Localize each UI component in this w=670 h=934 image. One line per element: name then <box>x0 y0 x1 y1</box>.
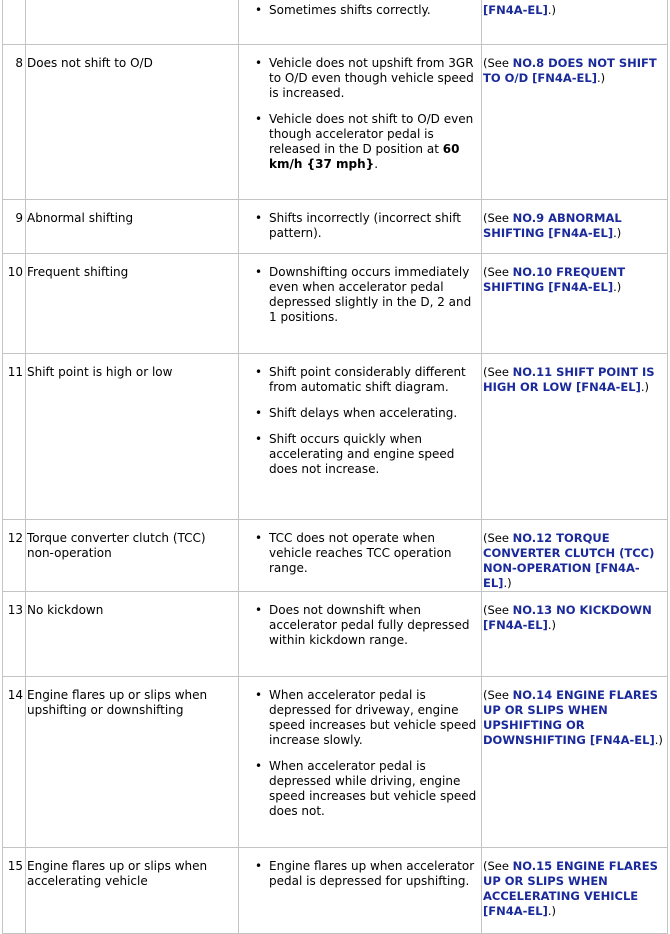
reference-text <box>483 56 657 85</box>
reference-suffix: .) <box>613 280 622 294</box>
description-text: TCC does not operate when vehicle reaches TCC operation range. <box>269 531 452 575</box>
row-number: 14 <box>3 677 26 848</box>
description-item <box>269 531 477 576</box>
reference-prefix: (See <box>483 859 513 873</box>
table-row <box>3 848 668 934</box>
description-text: Sometimes shifts correctly. <box>269 3 431 17</box>
description-item <box>269 859 477 889</box>
description-text: . <box>374 157 379 171</box>
description-list <box>239 365 477 477</box>
description-item <box>269 603 477 648</box>
reference-link[interactable]: NO.9 ABNORMAL SHIFTING [FN4A-EL] <box>483 211 622 240</box>
description-cell <box>239 848 482 934</box>
description-item <box>269 3 477 18</box>
symptom-cell: Engine flares up or slips when accelerating vehicle <box>26 848 239 934</box>
reference-cell <box>482 200 668 254</box>
description-list <box>239 265 477 325</box>
description-text: Does not downshift when accelerator pedal fully depressed within kickdown range. <box>269 603 470 647</box>
description-item <box>269 365 477 395</box>
description-cell <box>239 45 482 200</box>
symptom-cell: Abnormal shifting <box>26 200 239 254</box>
reference-cell <box>482 254 668 354</box>
table-row <box>3 520 668 592</box>
row-number <box>3 0 26 45</box>
description-item <box>269 759 477 819</box>
reference-cell <box>482 45 668 200</box>
symptom-cell: Shift point is high or low <box>26 354 239 520</box>
reference-suffix: .) <box>503 576 512 590</box>
description-item <box>269 112 477 172</box>
reference-text <box>483 688 663 747</box>
reference-link[interactable]: NO.15 ENGINE FLARES UP OR SLIPS WHEN ACCELERATING VEHICLE [FN4A-EL] <box>483 859 658 918</box>
description-cell <box>239 677 482 848</box>
description-item <box>269 688 477 748</box>
description-cell <box>239 254 482 354</box>
description-text: When accelerator pedal is depressed for driveway, engine speed increases but vehicle speed increase slowly. <box>269 688 477 747</box>
reference-cell <box>482 0 668 45</box>
symptom-cell: Does not shift to O/D <box>26 45 239 200</box>
table-row <box>3 592 668 677</box>
description-list <box>239 859 477 889</box>
reference-text <box>483 211 622 240</box>
description-cell <box>239 0 482 45</box>
reference-suffix: .) <box>547 904 557 918</box>
reference-prefix: (See <box>483 211 513 225</box>
row-number: 15 <box>3 848 26 934</box>
reference-link[interactable]: NO.14 ENGINE FLARES UP OR SLIPS WHEN UPSHIFTING OR DOWNSHIFTING [FN4A-EL] <box>483 688 658 747</box>
description-text: Vehicle does not shift to O/D even though accelerator pedal is released in the D position at <box>269 112 474 156</box>
description-text: When accelerator pedal is depressed while driving, engine speed increases but vehicle speed does not. <box>269 759 477 818</box>
description-list <box>239 3 477 18</box>
table-row <box>3 354 668 520</box>
troubleshooting-table <box>2 0 668 934</box>
reference-prefix: (See <box>483 688 513 702</box>
row-number: 13 <box>3 592 26 677</box>
reference-cell <box>482 848 668 934</box>
description-text: Shifts incorrectly (incorrect shift pattern). <box>269 211 461 240</box>
reference-prefix: (See <box>483 365 513 379</box>
description-item <box>269 56 477 101</box>
description-list <box>239 211 477 241</box>
reference-suffix: .) <box>547 618 557 632</box>
reference-cell <box>482 592 668 677</box>
reference-link[interactable]: NO.8 DOES NOT SHIFT TO O/D [FN4A-EL] <box>483 56 657 85</box>
description-item <box>269 211 477 241</box>
reference-link[interactable]: [FN4A-EL] <box>483 3 548 17</box>
spec-value: 60 km/h {37 mph} <box>269 142 460 171</box>
reference-prefix: (See <box>483 56 513 70</box>
symptom-cell: Frequent shifting <box>26 254 239 354</box>
reference-prefix: (See <box>483 603 513 617</box>
reference-suffix: .) <box>654 733 663 747</box>
table-row <box>3 677 668 848</box>
row-number: 8 <box>3 45 26 200</box>
reference-text <box>483 365 655 394</box>
description-list <box>239 531 477 576</box>
description-text: Engine flares up when accelerator pedal is depressed for upshifting. <box>269 859 475 888</box>
row-number: 11 <box>3 354 26 520</box>
reference-link[interactable]: NO.12 TORQUE CONVERTER CLUTCH (TCC) NON-OPERATION [FN4A-EL] <box>483 531 655 590</box>
reference-link[interactable]: NO.13 NO KICKDOWN [FN4A-EL] <box>483 603 652 632</box>
reference-text <box>483 859 658 918</box>
description-list <box>239 688 477 819</box>
symptom-cell: No kickdown <box>26 592 239 677</box>
reference-link[interactable]: NO.11 SHIFT POINT IS HIGH OR LOW [FN4A-EL] <box>483 365 655 394</box>
reference-link[interactable]: NO.10 FREQUENT SHIFTING [FN4A-EL] <box>483 265 626 294</box>
reference-suffix: .) <box>613 226 622 240</box>
reference-prefix: (See <box>483 265 513 279</box>
reference-prefix: (See <box>483 531 513 545</box>
reference-cell <box>482 677 668 848</box>
reference-text <box>483 265 625 294</box>
reference-cell <box>482 354 668 520</box>
description-item <box>269 406 477 421</box>
troubleshooting-table-body <box>3 0 668 934</box>
table-row <box>3 0 668 45</box>
table-row <box>3 45 668 200</box>
row-number: 10 <box>3 254 26 354</box>
row-number: 12 <box>3 520 26 592</box>
reference-text <box>483 3 556 17</box>
description-cell <box>239 592 482 677</box>
symptom-cell: Engine flares up or slips when upshifting or downshifting <box>26 677 239 848</box>
description-list <box>239 603 477 648</box>
reference-cell <box>482 520 668 592</box>
table-row <box>3 254 668 354</box>
description-text: Shift delays when accelerating. <box>269 406 458 420</box>
table-row <box>3 200 668 254</box>
reference-suffix: .) <box>547 3 557 17</box>
description-text: Shift occurs quickly when accelerating and engine speed does not increase. <box>269 432 455 476</box>
description-item <box>269 432 477 477</box>
description-cell <box>239 200 482 254</box>
description-text: Downshifting occurs immediately even when accelerator pedal depressed slightly in the D, 2 and 1 positions. <box>269 265 472 324</box>
description-cell <box>239 520 482 592</box>
description-list <box>239 56 477 172</box>
description-text: Shift point considerably different from automatic shift diagram. <box>269 365 466 394</box>
symptom-cell: Torque converter clutch (TCC) non-operation <box>26 520 239 592</box>
symptom-cell <box>26 0 239 45</box>
description-cell <box>239 354 482 520</box>
row-number: 9 <box>3 200 26 254</box>
reference-text <box>483 603 652 632</box>
reference-text <box>483 531 654 590</box>
reference-suffix: .) <box>640 380 649 394</box>
description-item <box>269 265 477 325</box>
reference-suffix: .) <box>597 71 606 85</box>
description-text: Vehicle does not upshift from 3GR to O/D even though vehicle speed is increased. <box>269 56 474 100</box>
